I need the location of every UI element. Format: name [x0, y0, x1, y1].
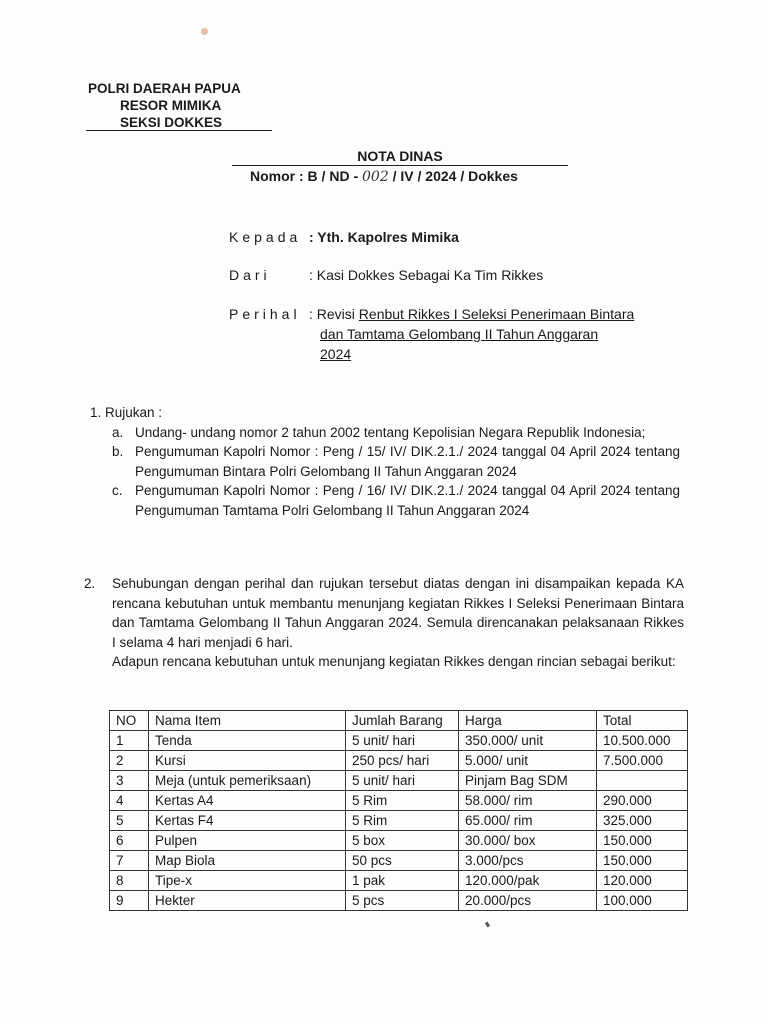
nota-number-suffix: / IV / 2024 / Dokkes: [388, 168, 518, 184]
kepada-value: : Yth. Kapolres Mimika: [309, 229, 459, 245]
cell-price: 350.000/ unit: [459, 731, 597, 751]
paper-speck: [201, 28, 208, 35]
table-row: [110, 871, 688, 891]
section-2-body: [112, 574, 684, 672]
cell-price: 30.000/ box: [459, 831, 597, 851]
table-row: [110, 791, 688, 811]
cell-qty: 5 Rim: [346, 791, 459, 811]
rujukan-mark: c.: [112, 483, 123, 498]
nota-rule: [232, 165, 568, 166]
perihal-prefix: : Revisi: [309, 306, 359, 322]
letterhead: [88, 80, 241, 131]
rujukan-text: Pengumuman Kapolri Nomor : Peng / 15/ IV/ DIK.2.1./ 2024 tanggal 04 April 2024 tentang Pengumuman Bintara Polri Gelombang II Tahun Anggaran 2024: [135, 444, 680, 479]
cell-total: 120.000: [597, 871, 688, 891]
letterhead-rule: [86, 130, 272, 131]
section-2: [84, 574, 684, 672]
rujukan-item: [90, 442, 680, 481]
cell-total: [597, 771, 688, 791]
cell-no: 7: [110, 851, 149, 871]
cell-total: 290.000: [597, 791, 688, 811]
table-row: [110, 851, 688, 871]
cell-total: 100.000: [597, 891, 688, 911]
header-total: Total: [597, 711, 688, 731]
header-nama-item: Nama Item: [149, 711, 346, 731]
perihal-label: Perihal: [229, 306, 301, 322]
rujukan-heading: 1. Rujukan :: [90, 405, 163, 420]
section-2-paragraph-2: Adapun rencana kebutuhan untuk menunjang kegiatan Rikkes dengan rincian sebagai berikut:: [112, 654, 676, 669]
meta-perihal: [229, 304, 635, 362]
rujukan-item: [90, 423, 680, 443]
cell-item: Kertas A4: [149, 791, 346, 811]
cell-item: Hekter: [149, 891, 346, 911]
table-row: [110, 891, 688, 911]
table-row: [110, 771, 688, 791]
cell-total: 325.000: [597, 811, 688, 831]
cell-price: 58.000/ rim: [459, 791, 597, 811]
header-no: NO: [110, 711, 149, 731]
cell-total: 150.000: [597, 831, 688, 851]
letterhead-line-3: SEKSI DOKKES: [120, 115, 223, 130]
perihal-line-3: 2024: [320, 346, 352, 362]
cell-price: 20.000/pcs: [459, 891, 597, 911]
cell-qty: 5 pcs: [346, 891, 459, 911]
nota-number-prefix: Nomor : B / ND -: [250, 168, 362, 184]
cell-total: 7.500.000: [597, 751, 688, 771]
rujukan-mark: a.: [112, 424, 124, 440]
section-2-number: 2.: [84, 576, 96, 591]
header-jumlah: Jumlah Barang: [346, 711, 459, 731]
cell-qty: 5 unit/ hari: [346, 731, 459, 751]
perihal-line-1: Renbut Rikkes I Seleksi Penerimaan Bintara: [358, 306, 635, 322]
perihal-value: [309, 304, 679, 364]
cell-qty: 5 unit/ hari: [346, 771, 459, 791]
cell-qty: 250 pcs/ hari: [346, 751, 459, 771]
nota-number: [250, 168, 518, 185]
cell-item: Kursi: [149, 751, 346, 771]
cell-price: 5.000/ unit: [459, 751, 597, 771]
rujukan-text: Pengumuman Kapolri Nomor : Peng / 16/ IV/ DIK.2.1./ 2024 tanggal 04 April 2024 tentang Pengumuman Tamtama Polri Gelombang II Tahun Anggaran 2024: [135, 483, 680, 518]
cell-no: 9: [110, 891, 149, 911]
table-row: [110, 831, 688, 851]
needs-table: [109, 710, 688, 911]
cell-qty: 5 box: [346, 831, 459, 851]
rujukan-text: Undang- undang nomor 2 tahun 2002 tentang Kepolisian Negara Republik Indonesia;: [135, 424, 646, 440]
cell-item: Pulpen: [149, 831, 346, 851]
table-row: [110, 811, 688, 831]
cell-no: 8: [110, 871, 149, 891]
table-row: [110, 751, 688, 771]
cell-item: Tipe-x: [149, 871, 346, 891]
table-row: [110, 731, 688, 751]
cell-qty: 50 pcs: [346, 851, 459, 871]
header-harga: Harga: [459, 711, 597, 731]
kepada-label: Kepada: [229, 229, 302, 245]
meta-kepada: [229, 227, 459, 247]
dari-label: Dari: [229, 267, 271, 283]
cell-no: 4: [110, 791, 149, 811]
cell-no: 3: [110, 771, 149, 791]
cell-qty: 1 pak: [346, 871, 459, 891]
cell-item: Meja (untuk pemeriksaan): [149, 771, 346, 791]
paper-mark: [485, 922, 490, 928]
section-rujukan: [90, 403, 680, 520]
dari-value: : Kasi Dokkes Sebagai Ka Tim Rikkes: [309, 267, 544, 283]
cell-no: 1: [110, 731, 149, 751]
cell-price: 65.000/ rim: [459, 811, 597, 831]
cell-price: 3.000/pcs: [459, 851, 597, 871]
cell-price: Pinjam Bag SDM: [459, 771, 597, 791]
letterhead-line-1: POLRI DAERAH PAPUA: [88, 81, 241, 96]
meta-dari: [229, 265, 544, 285]
nota-number-handwritten: 002: [362, 169, 389, 185]
cell-item: Kertas F4: [149, 811, 346, 831]
cell-no: 6: [110, 831, 149, 851]
rujukan-item: [90, 481, 680, 520]
cell-total: 10.500.000: [597, 731, 688, 751]
cell-qty: 5 Rim: [346, 811, 459, 831]
perihal-line-2: dan Tamtama Gelombang II Tahun Anggaran: [320, 326, 599, 342]
cell-price: 120.000/pak: [459, 871, 597, 891]
cell-item: Tenda: [149, 731, 346, 751]
cell-no: 2: [110, 751, 149, 771]
cell-no: 5: [110, 811, 149, 831]
letterhead-line-2: RESOR MIMIKA: [120, 98, 222, 113]
cell-item: Map Biola: [149, 851, 346, 871]
table-header-row: [110, 711, 688, 731]
nota-title: NOTA DINAS: [357, 148, 443, 164]
section-2-paragraph-1: Sehubungan dengan perihal dan rujukan tersebut diatas dengan ini disampaikan kepada KA rencana kebutuhan untuk membantu menunjang kegiatan Rikkes I Seleksi Penerimaan Bintara dan Tamtama Gelombang II Tahun Anggaran 2024. Semula direncanakan pelaksanaan Rikkes I selama 4 hari menjadi 6 hari.: [112, 576, 684, 650]
cell-total: 150.000: [597, 851, 688, 871]
rujukan-mark: b.: [112, 444, 124, 459]
